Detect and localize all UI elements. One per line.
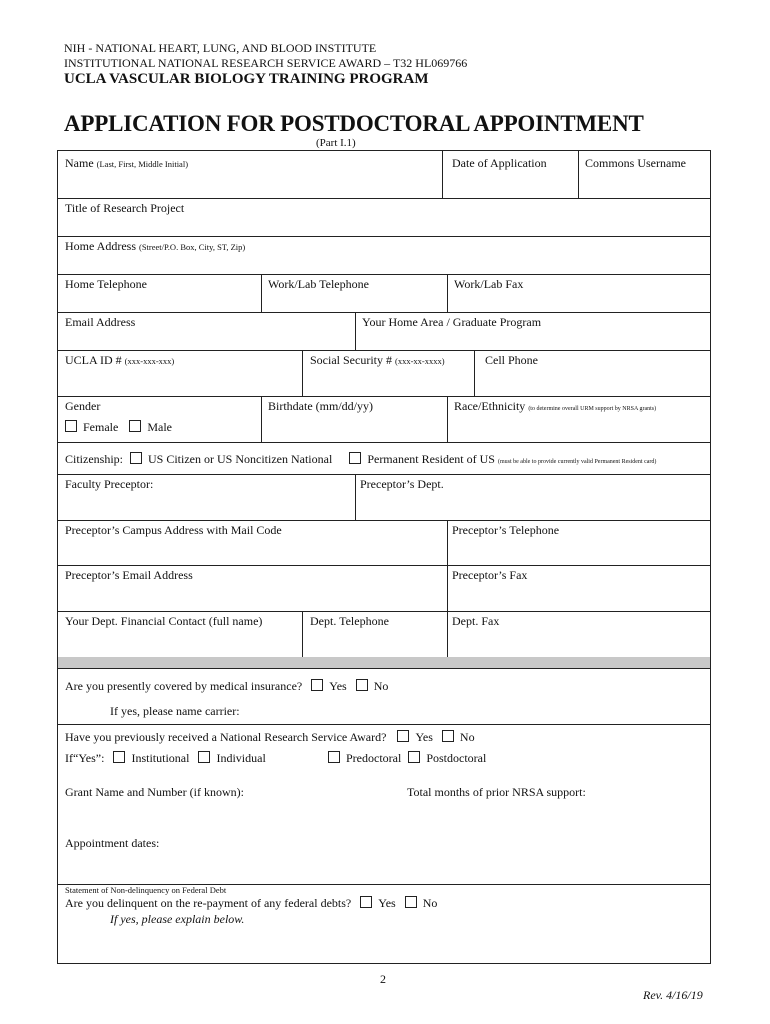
birthdate-field[interactable]: Birthdate (mm/dd/yy) (268, 399, 373, 413)
citizenship-label: Citizenship: (65, 452, 123, 466)
nrsa-yes-checkbox[interactable] (397, 730, 409, 742)
debt-no-label: No (422, 896, 438, 910)
race-hint: (to determine overall URM support by NRSA grants) (528, 406, 657, 412)
ucla-id-hint: (xxx-xxx-xxx) (124, 356, 175, 366)
us-citizen-label: US Citizen or US Noncitizen National (148, 452, 333, 466)
debt-question (65, 896, 437, 911)
application-form (57, 150, 711, 964)
email-field[interactable]: Email Address (65, 315, 136, 329)
institutional-label: Institutional (131, 751, 190, 765)
home-address-label: Home Address (65, 239, 136, 253)
female-checkbox[interactable] (65, 420, 77, 432)
nrsa-question-text: Have you previously received a National Research Service Award? (65, 730, 387, 744)
nrsa-no-label: No (459, 730, 475, 744)
nrsa-question (65, 730, 475, 745)
debt-statement-heading: Statement of Non-delinquency on Federal Debt (65, 885, 227, 895)
debt-explain-field[interactable]: If yes, please explain below. (110, 912, 245, 926)
male-label: Male (147, 420, 172, 434)
nrsa-level-row (328, 751, 486, 766)
female-label: Female (83, 420, 119, 434)
name-field[interactable] (65, 156, 188, 171)
dept-telephone-field[interactable]: Dept. Telephone (310, 614, 389, 628)
gender-options (65, 420, 172, 435)
predoctoral-checkbox[interactable] (328, 751, 340, 763)
race-label: Race/Ethnicity (454, 399, 526, 413)
dept-fax-field[interactable]: Dept. Fax (452, 614, 500, 628)
predoctoral-label: Predoctoral (346, 751, 402, 765)
insurance-yes-label: Yes (329, 679, 347, 693)
preceptor-fax-field[interactable]: Preceptor’s Fax (452, 568, 528, 582)
nrsa-type-row (65, 751, 266, 766)
debt-yes-checkbox[interactable] (360, 896, 372, 908)
date-of-application-field[interactable]: Date of Application (452, 156, 547, 170)
debt-yes-label: Yes (378, 896, 396, 910)
postdoctoral-checkbox[interactable] (408, 751, 420, 763)
male-checkbox[interactable] (129, 420, 141, 432)
revision-date: Rev. 4/16/19 (643, 988, 703, 1002)
financial-contact-field[interactable]: Your Dept. Financial Contact (full name) (65, 614, 263, 628)
work-telephone-field[interactable]: Work/Lab Telephone (268, 277, 369, 291)
page-number: 2 (380, 972, 386, 986)
appointment-dates-field[interactable]: Appointment dates: (65, 836, 160, 850)
preceptor-telephone-field[interactable]: Preceptor’s Telephone (452, 523, 560, 537)
home-area-field[interactable]: Your Home Area / Graduate Program (362, 315, 542, 329)
header-institute: NIH - NATIONAL HEART, LUNG, AND BLOOD INSTITUTE (64, 41, 377, 55)
commons-username-field[interactable]: Commons Username (585, 156, 686, 170)
page-title: APPLICATION FOR POSTDOCTORAL APPOINTMENT (64, 111, 644, 136)
ucla-id-label: UCLA ID # (65, 353, 122, 367)
postdoctoral-label: Postdoctoral (426, 751, 487, 765)
total-months-field[interactable]: Total months of prior NRSA support: (407, 785, 586, 799)
program-name: UCLA VASCULAR BIOLOGY TRAINING PROGRAM (64, 71, 429, 87)
part-label: (Part I.1) (316, 137, 356, 149)
permanent-resident-hint: (must be able to provide currently valid Permanent Resident card) (497, 459, 657, 465)
nrsa-yes-label: Yes (415, 730, 433, 744)
insurance-question-text: Are you presently covered by medical insurance? (65, 679, 303, 693)
ssn-hint: (xxx-xx-xxxx) (394, 356, 445, 366)
permanent-resident-label: Permanent Resident of US (367, 452, 495, 466)
faculty-preceptor-field[interactable]: Faculty Preceptor: (65, 477, 154, 491)
insurance-no-label: No (373, 679, 389, 693)
preceptor-dept-field[interactable]: Preceptor’s Dept. (360, 477, 444, 491)
home-address-field[interactable] (65, 239, 245, 254)
section-divider (58, 657, 710, 668)
home-address-hint: (Street/P.O. Box, City, ST, Zip) (139, 242, 246, 252)
gender-label: Gender (65, 399, 101, 413)
institutional-checkbox[interactable] (113, 751, 125, 763)
ssn-label: Social Security # (310, 353, 392, 367)
insurance-carrier-field[interactable]: If yes, please name carrier: (110, 704, 240, 718)
insurance-question (65, 679, 388, 694)
grant-name-field[interactable]: Grant Name and Number (if known): (65, 785, 244, 799)
work-fax-field[interactable]: Work/Lab Fax (454, 277, 524, 291)
insurance-no-checkbox[interactable] (356, 679, 368, 691)
individual-label: Individual (216, 751, 266, 765)
header-award: INSTITUTIONAL NATIONAL RESEARCH SERVICE AWARD – T32 HL069766 (64, 56, 468, 70)
citizenship-row (65, 452, 656, 467)
home-telephone-field[interactable]: Home Telephone (65, 277, 147, 291)
preceptor-email-field[interactable]: Preceptor’s Email Address (65, 568, 193, 582)
us-citizen-checkbox[interactable] (130, 452, 142, 464)
individual-checkbox[interactable] (198, 751, 210, 763)
permanent-resident-checkbox[interactable] (349, 452, 361, 464)
debt-no-checkbox[interactable] (405, 896, 417, 908)
nrsa-no-checkbox[interactable] (442, 730, 454, 742)
name-hint: (Last, First, Middle Initial) (96, 159, 189, 169)
ucla-id-field[interactable] (65, 353, 174, 368)
race-ethnicity-field[interactable] (454, 399, 656, 414)
ssn-field[interactable] (310, 353, 445, 368)
debt-question-text: Are you delinquent on the re-payment of any federal debts? (65, 896, 352, 910)
cell-phone-field[interactable]: Cell Phone (485, 353, 538, 367)
research-title-field[interactable]: Title of Research Project (65, 201, 185, 215)
preceptor-address-field[interactable]: Preceptor’s Campus Address with Mail Code (65, 523, 282, 537)
name-label: Name (65, 156, 94, 170)
insurance-yes-checkbox[interactable] (311, 679, 323, 691)
if-yes-label: If“Yes”: (65, 751, 105, 765)
